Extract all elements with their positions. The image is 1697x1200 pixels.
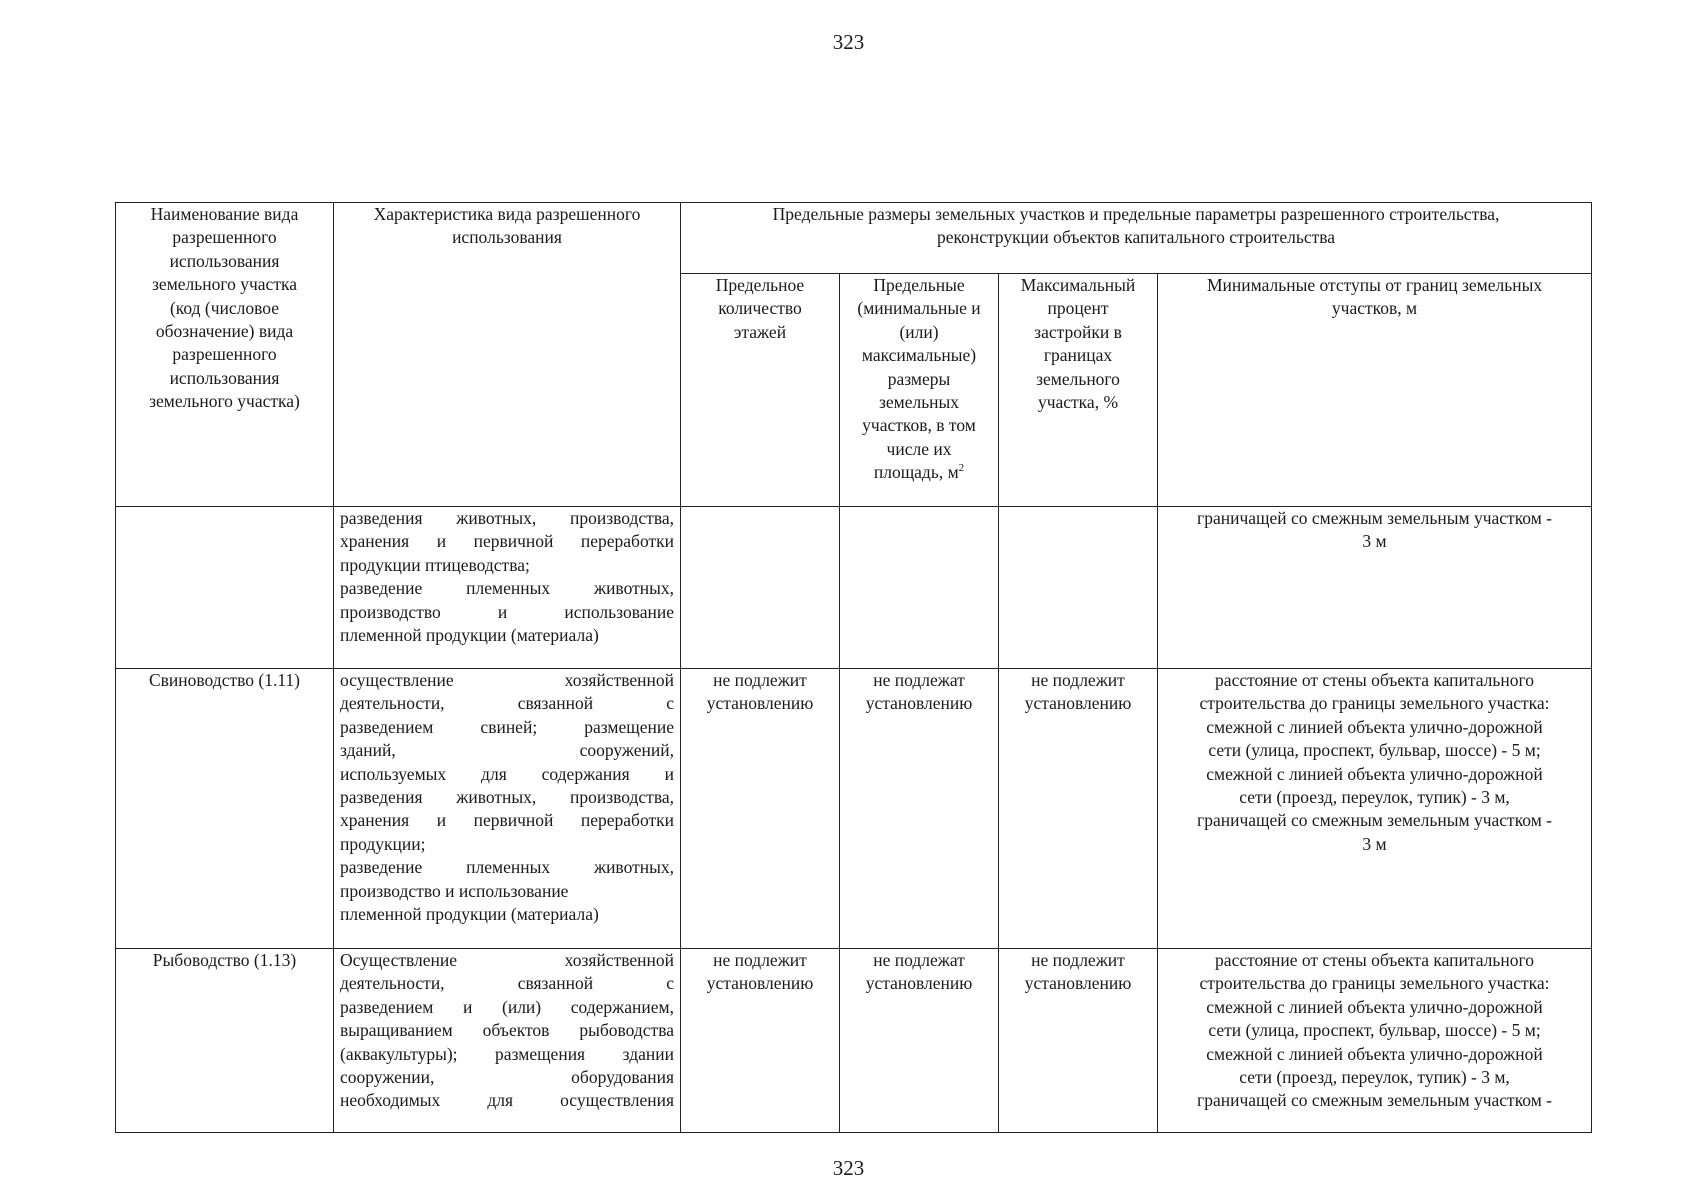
min-setbacks-cell [1158,669,1592,949]
cell-line: земельного [1036,368,1120,389]
cell-line: не подлежит [1031,670,1125,690]
cell-line: смежной с линией объекта улично-дорожной [1206,716,1543,737]
use-name-cell: Рыбоводство (1.13) [116,949,334,1133]
cell-line: размеры [887,368,951,389]
description-line: разведение племенных животных, [340,857,674,878]
header-limits-group [681,203,1592,274]
header-use-name [116,203,334,507]
page-number-bottom: 323 [832,1156,865,1180]
max-floors-cell [681,507,840,669]
cell-line: участков, в том [862,415,976,436]
cell-line: установлению [1024,973,1132,994]
table-body [116,507,1592,1133]
cell-line: смежной с линией объекта улично-дорожной [1206,1043,1543,1064]
max-coverage-cell [999,949,1158,1133]
cell-line: установлению [1024,693,1132,714]
header-max-coverage [999,274,1158,507]
cell-line: сети (проезд, переулок, тупик) - 3 м, [1239,1067,1510,1088]
table-row [116,949,1592,1133]
cell-line: установлению [865,693,973,714]
table-row [116,669,1592,949]
page-number-top: 323 [832,30,865,54]
min-setbacks-cell [1158,507,1592,669]
description-line: разведения животных, производства, [340,787,674,808]
plot-sizes-cell [840,507,999,669]
header-plot-sizes [840,274,999,507]
description-line: продукции; [340,833,426,854]
header-use-description [334,203,681,507]
cell-line: Минимальные отступы от границ земельных [1206,275,1543,295]
cell-line: расстояние от стены объекта капитального [1215,950,1534,970]
cell-line: этажей [733,321,787,342]
cell-line: обозначение) вида [155,321,294,342]
cell-line: использования [169,367,280,388]
header-min-setbacks [1158,274,1592,507]
header-max-floors [681,274,840,507]
cell-line: смежной с линией объекта улично-дорожной [1206,763,1543,784]
description-line: разведением свиней; размещение [340,716,674,737]
description-line: используемых для содержания и [340,763,674,784]
max-floors-cell [681,949,840,1133]
cell-line: участков, м [1331,298,1418,319]
cell-line: (или) [899,321,939,342]
cell-line: количество [718,298,802,319]
description-line: хранения и первичной переработки [340,531,674,552]
description-line: осуществление хозяйственной [340,670,674,690]
plot-sizes-cell [840,669,999,949]
cell-line: сети (улица, проспект, бульвар, шоссе) - 5 м; [1208,1020,1541,1041]
cell-line: расстояние от стены объекта капитального [1215,670,1534,690]
description-line: зданий, сооружений, [340,740,674,761]
cell-line: Характеристика вида разрешенного [373,204,641,224]
use-description-cell [334,669,681,949]
header-plot-sizes-lines [846,274,992,461]
cell-line: 3 м [1362,833,1387,854]
cell-line: не подлежат [873,950,965,970]
description-line: продукции птицеводства; [340,554,530,575]
cell-line: Предельные [873,275,965,295]
use-description-cell [334,507,681,669]
cell-line: 3 м [1362,531,1387,552]
cell-line: границах [1043,345,1113,366]
use-description-cell [334,949,681,1133]
description-line: сооружении, оборудования [340,1067,674,1088]
max-coverage-cell [999,669,1158,949]
cell-line: (код (числовое [169,297,280,318]
description-line: разведение племенных животных, [340,578,674,599]
min-setbacks-cell [1158,949,1592,1133]
cell-line: Предельные размеры земельных участков и предельные параметры разрешенного строительства, [772,204,1500,224]
description-line: производство и использование [340,601,674,622]
cell-line: застройки в [1034,321,1122,342]
description-line: разведения животных, производства, [340,508,674,528]
cell-line: сети (улица, проспект, бульвар, шоссе) - 5 м; [1208,740,1541,761]
description-line: (аквакультуры); размещения здании [340,1043,674,1064]
max-floors-cell [681,669,840,949]
cell-line: использования [452,227,562,248]
cell-line: разрешенного [172,227,277,248]
cell-line: реконструкции объектов капитального строительства [936,227,1336,248]
cell-line: установлению [706,973,814,994]
description-line: производство и использование [340,880,569,901]
cell-line: установлению [865,973,973,994]
cell-line: строительства до границы земельного участка: [1199,693,1550,714]
description-line: племенной продукции (материала) [340,625,599,646]
plot-sizes-cell [840,949,999,1133]
cell-line: граничащей со смежным земельным участком - [1197,1090,1553,1111]
description-line: выращиванием объектов рыбоводства [340,1020,674,1041]
description-line: племенной продукции (материала) [340,904,599,925]
description-line: разведением и (или) содержанием, [340,996,674,1017]
description-line: деятельности, связанной с [340,693,674,714]
cell-line: числе их [886,438,952,459]
description-line: необходимых для осуществления [340,1090,674,1111]
description-line: деятельности, связанной с [340,973,674,994]
cell-line: не подлежит [1031,950,1125,970]
cell-line: использования [169,250,280,271]
cell-line: сети (проезд, переулок, тупик) - 3 м, [1239,787,1510,808]
cell-line: строительства до границы земельного участка: [1199,973,1550,994]
cell-line: Предельное [715,275,805,295]
cell-line: максимальные) [861,345,977,366]
use-name-cell: Свиноводство (1.11) [116,669,334,949]
cell-line: Максимальный [1020,275,1136,295]
cell-line: установлению [706,693,814,714]
cell-line: земельных [878,392,960,413]
cell-line: участка, % [1037,392,1119,413]
cell-line: Наименование вида [150,204,299,224]
cell-line: граничащей со смежным земельным участком - [1197,810,1553,831]
description-line: хранения и первичной переработки [340,810,674,831]
use-name-cell [116,507,334,669]
header-plot-sizes-area: площадь, $м^2$ [873,462,965,483]
cell-line: земельного участка [152,274,297,295]
land-use-table [115,202,1592,1133]
cell-line: земельного участка) [149,391,300,412]
cell-line: не подлежат [873,670,965,690]
cell-line: (минимальные и [857,298,981,319]
cell-line: граничащей со смежным земельным участком - [1197,508,1553,528]
description-line: Осуществление хозяйственной [340,950,674,970]
cell-line: разрешенного [172,344,277,365]
cell-line: не подлежит [713,670,807,690]
max-coverage-cell [999,507,1158,669]
cell-line: смежной с линией объекта улично-дорожной [1206,996,1543,1017]
cell-line: процент [1047,298,1109,319]
cell-line: не подлежит [713,950,807,970]
table-row [116,507,1592,669]
